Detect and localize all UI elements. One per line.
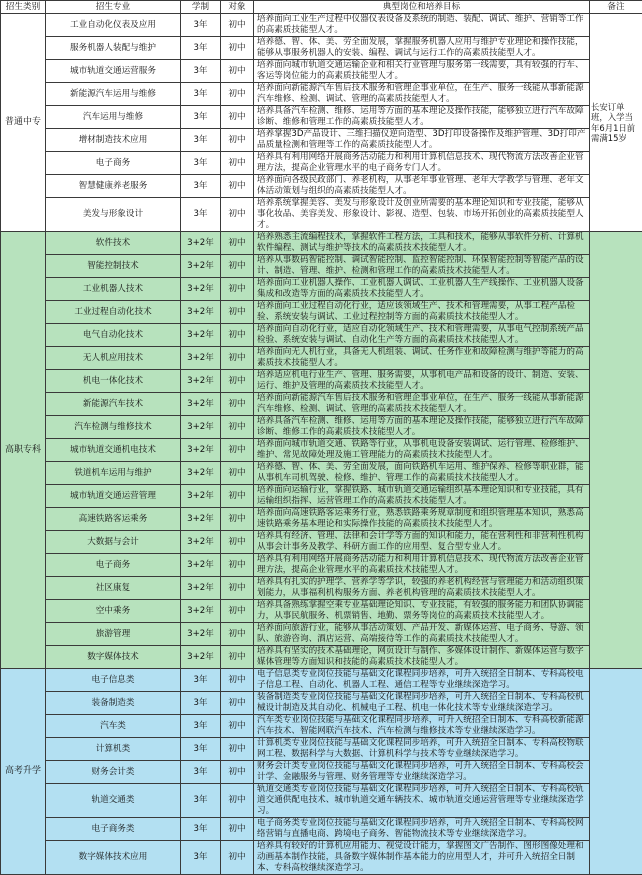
- target-cell: 初中: [221, 738, 254, 761]
- table-row: [1, 14, 642, 37]
- duration-cell: 3+2年: [181, 393, 221, 416]
- table-row: [1, 37, 642, 60]
- goal-cell: 培养面向旅游行业，能够从事活动策划、产品开发、新媒体运营、电子商务、导游、领队、旅游咨询、酒店运营、高端接待等工作的高素质技术技能型人才。: [254, 623, 590, 646]
- goal-cell: 培养熟悉主流编程技术，掌握软件工程方法，工具和技术，能够从事软件分析、计算机软件编程、测试与维护等技术的高素质技术技能型人才。: [254, 232, 590, 255]
- target-cell: 初中: [221, 393, 254, 416]
- table-row: [1, 600, 642, 623]
- goal-cell: 培养具有较好的计算机应用能力、视觉设计能力，掌握图文广告制作、图形图像处理和动画基本制作技能，具备数字媒体制作基本能力的应用型人才，并可升入统招全日制本、专科高校继续深造学习。: [254, 841, 590, 875]
- duration-cell: 3+2年: [181, 508, 221, 531]
- category-cell: 普通中专: [1, 14, 46, 232]
- goal-cell: 培养面向无人机行业，具备无人机组装、调试、任务作业和故障检测与维护等能力的高素质技术技能型人才。: [254, 347, 590, 370]
- duration-cell: 3+2年: [181, 416, 221, 439]
- duration-cell: 3年: [181, 738, 221, 761]
- goal-cell: 培养从事数码智能控制、调试智能控制、监控智能控制、环保智能控制等智能产品的设计、制造、管理、维护、检测和管理工作的高素质技术技能型人才。: [254, 255, 590, 278]
- goal-cell: 培养面向城市轨道交通、铁路等行业，从事机电设备安装调试、运行管理、检修维护、维护、常见故障处理及施工管理能力的高素质技术技能型人才。: [254, 439, 590, 462]
- major-cell: 工业自动化仪表及应用: [46, 14, 181, 37]
- target-cell: 初中: [221, 554, 254, 577]
- goal-cell: 培养面向工业过程自动化行业，适应该领域生产、技术和管理需要，从事工程产品检验、系统安装与调试、工业过程控制等方面的高素质技术技能型人才。: [254, 301, 590, 324]
- table-row: [1, 416, 642, 439]
- table-row: [1, 439, 642, 462]
- table-row: [1, 370, 642, 393]
- duration-cell: 3+2年: [181, 301, 221, 324]
- target-cell: 初中: [221, 416, 254, 439]
- goal-cell: 培养德、智、体、美、劳全面发展，面向铁路机车运用、维护保养、检修等职业群，能从事机车司机驾驶、检修、维护、管理工作的高素质技术技能型人才。: [254, 462, 590, 485]
- target-cell: 初中: [221, 175, 254, 198]
- target-cell: 初中: [221, 577, 254, 600]
- goal-cell: 培养面向各级民政部门、养老机构，从事老年事业管理、老年大学教学与管理、老年文体活动策划与组织的高素质技能型人才。: [254, 175, 590, 198]
- goal-cell: 汽车类专业岗位技能与基础文化课程同步培养，可升入统招全日制本、专科高校新能源汽车技术、智能网联汽车技术、汽车检测与维修技术等专业继续深造学习。: [254, 715, 590, 738]
- goal-cell: 培养具备熟练掌握空乘专业基础理论知识、专业技能，有较强的服务能力和团队协调能力，从事民航服务、机票销售、地勤、票务等岗位的高素质技术技能型人才。: [254, 600, 590, 623]
- target-cell: 初中: [221, 14, 254, 37]
- goal-cell: 培养具有经济、管理、法律和会计学等方面的知识和能力，能在营利性和非营利性机构从事会计事务及教学、科研方面工作的应用型、复合型专业人才。: [254, 531, 590, 554]
- target-cell: 初中: [221, 37, 254, 60]
- header-row: [1, 1, 642, 14]
- goal-cell: 电子商务类专业岗位技能与基础文化课程同步培养，可升入统招全日制本、专科高校网络营销与直播电商、跨境电子商务、智能物流技术等专业继续深造学习。: [254, 818, 590, 841]
- major-cell: 铁道机车运用与维护: [46, 462, 181, 485]
- goal-cell: 培养具有利用网络开展商务活动能力和利用计算机信息技术、现代物流方法改善企业管理方法，提高企业管理水平的高素质技术技能型人才。: [254, 554, 590, 577]
- goal-cell: 培养适应机电行业生产、管理、服务需要，从事机电产品和设备的设计、制造、安装、运行、维护及管理的高素质技术技能型人才。: [254, 370, 590, 393]
- duration-cell: 3+2年: [181, 324, 221, 347]
- target-cell: 初中: [221, 531, 254, 554]
- major-cell: 社区康复: [46, 577, 181, 600]
- major-cell: 数字媒体技术: [46, 646, 181, 669]
- goal-cell: 电子信息类专业岗位技能与基础文化课程同步培养，可升入统招全日制本、专科高校电子信息工程、自动化、机器人工程、通信工程等专业继续深造学习。: [254, 669, 590, 692]
- duration-cell: 3+2年: [181, 347, 221, 370]
- table-row: [1, 232, 642, 255]
- category-cell: 高职专科: [1, 232, 46, 669]
- duration-cell: 3+2年: [181, 646, 221, 669]
- duration-cell: 3年: [181, 129, 221, 152]
- major-cell: 工业机器人技术: [46, 278, 181, 301]
- target-cell: 初中: [221, 347, 254, 370]
- target-cell: 初中: [221, 198, 254, 232]
- header-target: 对象: [221, 1, 254, 14]
- goal-cell: 培养面向高速铁路客运乘务行业，熟悉铁路乘务规章制度和组织管理基本知识，熟悉高速铁路乘务基本理论和实际操作技能的高素质技术技能型人才。: [254, 508, 590, 531]
- duration-cell: 3+2年: [181, 232, 221, 255]
- goal-cell: 培养面向运输行业，掌握铁路、城市轨道交通运输组织基本理论知识和专业技能，具有运输组织指挥、运营管理工作的高素质技术技能型人才。: [254, 485, 590, 508]
- major-cell: 机电一体化技术: [46, 370, 181, 393]
- major-cell: 高速铁路客运乘务: [46, 508, 181, 531]
- duration-cell: 3+2年: [181, 554, 221, 577]
- target-cell: 初中: [221, 485, 254, 508]
- duration-cell: 3年: [181, 669, 221, 692]
- table-row: [1, 60, 642, 83]
- target-cell: 初中: [221, 600, 254, 623]
- target-cell: 初中: [221, 370, 254, 393]
- duration-cell: 3+2年: [181, 255, 221, 278]
- goal-cell: 培养掌握3D产品设计、三维扫描仪逆向造型、3D打印设备操作及维护管理、3D打印产品质量检测和管理等工作的高素质技能型人才。: [254, 129, 590, 152]
- table-row: [1, 347, 642, 370]
- duration-cell: 3+2年: [181, 600, 221, 623]
- major-cell: 电子商务类: [46, 818, 181, 841]
- duration-cell: 3+2年: [181, 531, 221, 554]
- table-row: [1, 715, 642, 738]
- duration-cell: 3年: [181, 818, 221, 841]
- duration-cell: 3年: [181, 152, 221, 175]
- note-cell: [590, 669, 642, 875]
- note-cell: 长安订单班，入学当年6月1日前需满15岁: [590, 14, 642, 232]
- target-cell: 初中: [221, 232, 254, 255]
- target-cell: 初中: [221, 106, 254, 129]
- duration-cell: 3+2年: [181, 623, 221, 646]
- target-cell: 初中: [221, 669, 254, 692]
- duration-cell: 3年: [181, 761, 221, 784]
- table-row: [1, 462, 642, 485]
- table-row: [1, 278, 642, 301]
- goal-cell: 培养具备汽车检测、维修、运用等方面的基本理论及操作技能，能够独立进行汽车故障诊断、维修和管理工作的高素质技能型人才。: [254, 106, 590, 129]
- goal-cell: 培养面向城市轨道交通运输企业和相关行业管理与服务第一线需要，具有较强的行车、客运等岗位能力的高素质技能型人才。: [254, 60, 590, 83]
- major-cell: 城市轨道交通机电技术: [46, 439, 181, 462]
- major-cell: 美发与形象设计: [46, 198, 181, 232]
- duration-cell: 3+2年: [181, 439, 221, 462]
- target-cell: 初中: [221, 129, 254, 152]
- target-cell: 初中: [221, 623, 254, 646]
- target-cell: 初中: [221, 462, 254, 485]
- major-cell: 城市轨道交通运营管理: [46, 485, 181, 508]
- major-cell: 工业过程自动化技术: [46, 301, 181, 324]
- target-cell: 初中: [221, 508, 254, 531]
- target-cell: 初中: [221, 715, 254, 738]
- major-cell: 电子商务: [46, 554, 181, 577]
- table-row: [1, 255, 642, 278]
- target-cell: 初中: [221, 439, 254, 462]
- target-cell: 初中: [221, 761, 254, 784]
- major-cell: 轨道交通类: [46, 784, 181, 818]
- table-row: [1, 738, 642, 761]
- header-note: 备注: [590, 1, 642, 14]
- goal-cell: 培养面向工业机器人操作、工业机器人调试、工业机器人生产线操作、工业机器人设备集成和改造等方面的高素质技术技能型人才。: [254, 278, 590, 301]
- goal-cell: 培养系统掌握美容、美发与形象设计及创业所需要的基本理论知识和专业技能，能够从事化妆品、美容美发、形象设计、影视、造型、包装、市场开拓创业的高素质技能型人才。: [254, 198, 590, 232]
- note-cell: [590, 232, 642, 669]
- table-row: [1, 623, 642, 646]
- target-cell: 初中: [221, 692, 254, 715]
- table-row: [1, 175, 642, 198]
- goal-cell: 培养面向工业生产过程中仪器仪表设备及系统的制造、装配、调试、维护、营销等工作的高素质技能型人才。: [254, 14, 590, 37]
- table-row: [1, 393, 642, 416]
- target-cell: 初中: [221, 841, 254, 875]
- target-cell: 初中: [221, 152, 254, 175]
- duration-cell: 3+2年: [181, 577, 221, 600]
- major-cell: 汽车运用与维修: [46, 106, 181, 129]
- goal-cell: 培养面向新能源汽车售后技术服务和管理企事业单位，在生产、服务一线能从事新能源汽车维修、检测、调试、管理的高素质技能型人才。: [254, 83, 590, 106]
- category-cell: 高考升学: [1, 669, 46, 875]
- table-row: [1, 83, 642, 106]
- major-cell: 城市轨道交通运营服务: [46, 60, 181, 83]
- target-cell: 初中: [221, 324, 254, 347]
- duration-cell: 3年: [181, 841, 221, 875]
- duration-cell: 3年: [181, 198, 221, 232]
- target-cell: 初中: [221, 301, 254, 324]
- major-cell: 汽车检测与维修技术: [46, 416, 181, 439]
- table-row: [1, 669, 642, 692]
- table-row: [1, 531, 642, 554]
- major-cell: 数字媒体技术应用: [46, 841, 181, 875]
- major-cell: 电子商务: [46, 152, 181, 175]
- major-cell: 空中乘务: [46, 600, 181, 623]
- table-row: [1, 324, 642, 347]
- duration-cell: 3年: [181, 784, 221, 818]
- major-cell: 电子信息类: [46, 669, 181, 692]
- major-cell: 无人机应用技术: [46, 347, 181, 370]
- table-row: [1, 508, 642, 531]
- table-row: [1, 646, 642, 669]
- goal-cell: 装备制造类专业岗位技能与基础文化课程同步培养，可升入统招全日制本、专科高校机械设计制造及其自动化、机械电子工程、机电一体化技术等专业继续深造学习。: [254, 692, 590, 715]
- major-cell: 财务会计类: [46, 761, 181, 784]
- table-row: [1, 784, 642, 818]
- major-cell: 电气自动化技术: [46, 324, 181, 347]
- target-cell: 初中: [221, 278, 254, 301]
- goal-cell: 培养德、智、体、美、劳全面发展，掌握服务机器人应用与维护专业理论和操作技能，能够从事服务机器人的安装、编程、调试与运行工作的高素质技能型人才。: [254, 37, 590, 60]
- duration-cell: 3年: [181, 14, 221, 37]
- goal-cell: 培养面向自动化行业，适应自动化领域生产、技术和管理需要，从事电气控制系统产品检验、系统安装与调试、自动化生产等方面的高素质技术技能型人才。: [254, 324, 590, 347]
- major-cell: 装备制造类: [46, 692, 181, 715]
- target-cell: 初中: [221, 784, 254, 818]
- table-row: [1, 301, 642, 324]
- goal-cell: 培养具备汽车检测、维修、运用等方面的基本理论及操作技能，能够独立进行汽车故障诊断、维修工作的高素质技术技能型人才。: [254, 416, 590, 439]
- duration-cell: 3+2年: [181, 462, 221, 485]
- goal-cell: 轨道交通类专业岗位技能与基础文化课程同步培养，可升入统招全日制本、专科高校轨道交通供配电技术、城市轨道交通车辆技术、城市轨道交通运营管理等专业继续深造学习。: [254, 784, 590, 818]
- table-row: [1, 554, 642, 577]
- duration-cell: 3年: [181, 60, 221, 83]
- target-cell: 初中: [221, 646, 254, 669]
- goal-cell: 财务会计类专业岗位技能与基础文化课程同步培养，可升入统招全日制本、专科高校会计学、金融服务与管理、财务管理等专业继续深造学习。: [254, 761, 590, 784]
- duration-cell: 3+2年: [181, 485, 221, 508]
- header-major: 招生专业: [46, 1, 181, 14]
- duration-cell: 3+2年: [181, 278, 221, 301]
- goal-cell: 培养具有坚实的技术基础理论，网页设计与制作、多媒体设计制作、新媒体运营与数字媒体管理等方面知识和技能的高素质技术技能型人才。: [254, 646, 590, 669]
- major-cell: 服务机器人装配与维护: [46, 37, 181, 60]
- major-cell: 软件技术: [46, 232, 181, 255]
- major-cell: 智慧健康养老服务: [46, 175, 181, 198]
- table-row: [1, 106, 642, 129]
- major-cell: 增材制造技术应用: [46, 129, 181, 152]
- target-cell: 初中: [221, 83, 254, 106]
- goal-cell: 计算机类专业岗位技能与基础文化课程同步培养，可升入统招全日制本、专科高校物联网工程、数据科学与大数据、计算机科学与技术等专业继续深造学习。: [254, 738, 590, 761]
- goal-cell: 培养面向新能源汽车售后技术服务和管理企事业单位，在生产、服务一线能从事新能源汽车维修、检测、调试、管理的高素质技术技能型人才。: [254, 393, 590, 416]
- header-category: 招生类别: [1, 1, 46, 14]
- duration-cell: 3+2年: [181, 370, 221, 393]
- major-cell: 计算机类: [46, 738, 181, 761]
- table-row: [1, 577, 642, 600]
- target-cell: 初中: [221, 818, 254, 841]
- major-cell: 大数据与会计: [46, 531, 181, 554]
- goal-cell: 培养具有利用网络开展商务活动能力和利用计算机信息技术、现代物流方法改善企业管理方法，提高企业管理水平的电子商务专门人才。: [254, 152, 590, 175]
- duration-cell: 3年: [181, 106, 221, 129]
- table-row: [1, 152, 642, 175]
- duration-cell: 3年: [181, 175, 221, 198]
- target-cell: 初中: [221, 255, 254, 278]
- duration-cell: 3年: [181, 83, 221, 106]
- duration-cell: 3年: [181, 715, 221, 738]
- major-cell: 新能源汽车运用与维修: [46, 83, 181, 106]
- table-row: [1, 841, 642, 875]
- table-row: [1, 485, 642, 508]
- header-goal: 典型岗位和培养目标: [254, 1, 590, 14]
- major-cell: 新能源汽车技术: [46, 393, 181, 416]
- duration-cell: 3年: [181, 692, 221, 715]
- table-row: [1, 761, 642, 784]
- target-cell: 初中: [221, 60, 254, 83]
- table-row: [1, 129, 642, 152]
- major-cell: 汽车类: [46, 715, 181, 738]
- major-cell: 智能控制技术: [46, 255, 181, 278]
- table-row: [1, 818, 642, 841]
- header-duration: 学制: [181, 1, 221, 14]
- table-row: [1, 692, 642, 715]
- duration-cell: 3年: [181, 37, 221, 60]
- major-cell: 旅游管理: [46, 623, 181, 646]
- goal-cell: 培养具有扎实的护理学、营养学等学识，较强的养老机构经营与管理能力和活动组织策划能力，从事福利机构服务方面、养老机构管理的高素质技术技能型人才。: [254, 577, 590, 600]
- table-row: [1, 198, 642, 232]
